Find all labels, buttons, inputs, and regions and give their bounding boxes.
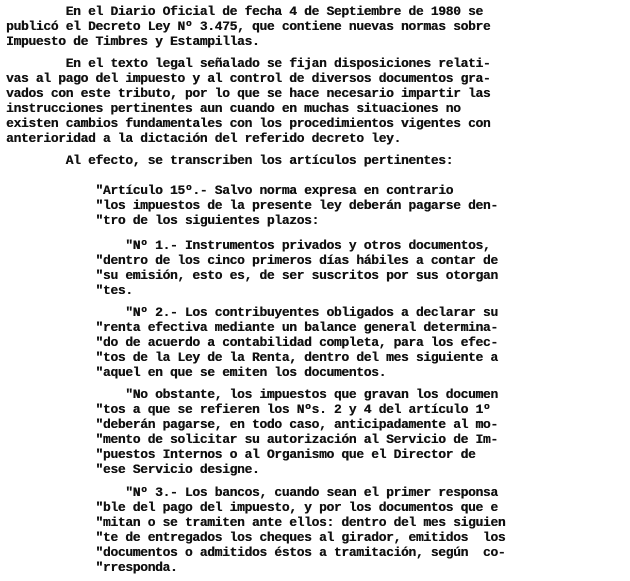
text-line: Al efecto, se transcriben los artículos pertinentes: — [6, 153, 454, 168]
text-line: "renta efectiva mediante un balance general determina- — [6, 320, 498, 335]
text-line: Impuesto de Timbres y Estampillas. — [6, 34, 260, 49]
text-line: "deberán pagarse, en todo caso, anticipadamente al mo- — [6, 417, 498, 432]
text-line: "los impuestos de la presente ley deberán pagarse den- — [6, 198, 498, 213]
text-line: vas al pago del impuesto y al control de diversos documentos gra- — [6, 71, 491, 86]
text-line: "No obstante, los impuestos que gravan los documen — [6, 387, 498, 402]
text-line: "aquel en que se emiten los documentos. — [6, 365, 387, 380]
text-line: "ble del pago del impuesto, y por los documentos que e — [6, 500, 498, 515]
text-line: vados con este tributo, por lo que se hace necesario impartir las — [6, 86, 491, 101]
text-line: anterioridad a la dictación del referido decreto ley. — [6, 131, 401, 146]
text-line: "rresponda. — [6, 560, 178, 575]
text-line: "do de acuerdo a contabilidad completa, para los efec- — [6, 335, 498, 350]
text-line: "Artículo 15º.- Salvo norma expresa en contrario — [6, 183, 454, 198]
text-line: "su emisión, esto es, de ser suscritos por sus otorgan — [6, 268, 498, 283]
text-line: publicó el Decreto Ley Nº 3.475, que contiene nuevas normas sobre — [6, 19, 491, 34]
text-line: "tro de los siguientes plazos: — [6, 213, 319, 228]
text-line: "te de entregados los cheques al girador, emitidos los — [6, 530, 506, 545]
text-line: "tos de la Ley de la Renta, dentro del mes siguiente a — [6, 350, 498, 365]
text-line: En el Diario Oficial de fecha 4 de Septiembre de 1980 se — [6, 4, 483, 19]
text-line: "mitan o se tramiten ante ellos: dentro del mes siguien — [6, 515, 506, 530]
text-line: instrucciones pertinentes aun cuando en muchas situaciones no — [6, 101, 461, 116]
text-line: "dentro de los cinco primeros días hábiles a contar de — [6, 253, 498, 268]
text-line: "Nº 2.- Los contribuyentes obligados a declarar su — [6, 305, 498, 320]
text-line: "Nº 1.- Instrumentos privados y otros documentos, — [6, 238, 491, 253]
text-line: "tes. — [6, 283, 133, 298]
text-line: existen cambios fundamentales con los procedimientos vigentes con — [6, 116, 491, 131]
text-line: "Nº 3.- Los bancos, cuando sean el primer responsa — [6, 485, 498, 500]
text-line: "tos a que se refieren los Nºs. 2 y 4 del artículo 1º — [6, 402, 491, 417]
text-line: "puestos Internos o al Organismo que el Director de — [6, 447, 476, 462]
text-line: "ese Servicio designe. — [6, 462, 260, 477]
text-line: "documentos o admitidos éstos a tramitación, según co- — [6, 545, 506, 560]
text-line: En el texto legal señalado se fijan disposiciones relati- — [6, 56, 491, 71]
text-line: "mento de solicitar su autorización al Servicio de Im- — [6, 432, 498, 447]
